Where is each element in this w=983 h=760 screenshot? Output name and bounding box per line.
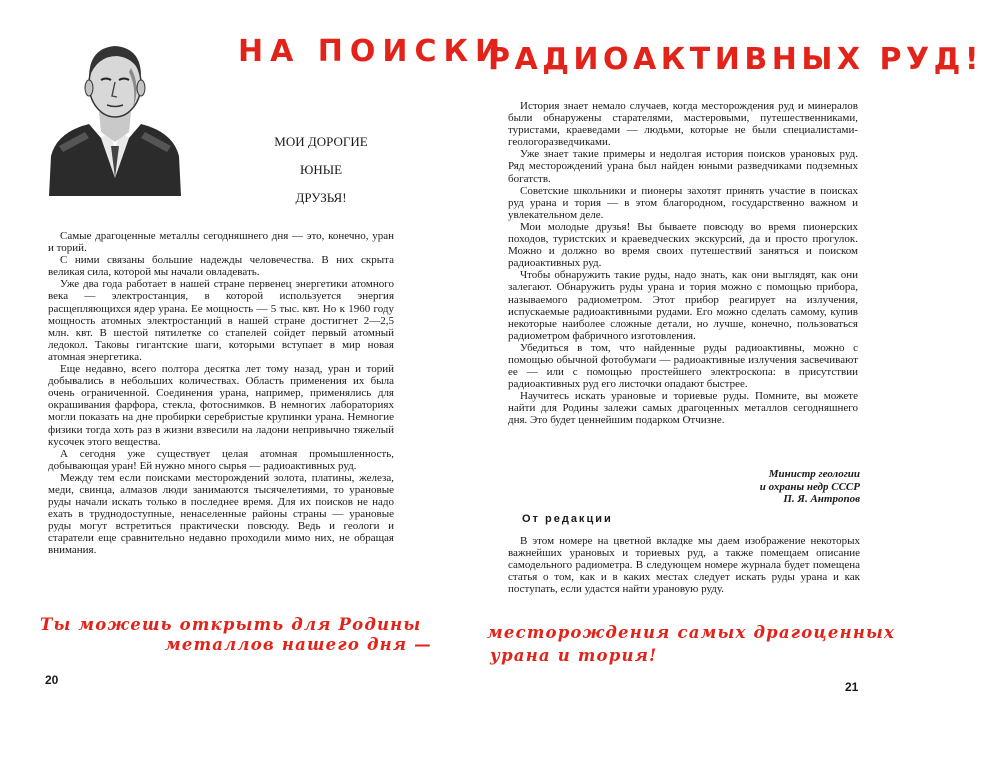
page-number-right: 21 [845,680,859,694]
left-paragraph: А сегодня уже существует целая атомная промышленность, добывающая уран! Ей нужно много сырья — радиоактивных руд. [48,447,394,472]
salutation-line-3: ДРУЗЬЯ! [295,190,347,205]
right-paragraph: Уже знает такие примеры и недолгая история поисков урановых руд. Ряд месторождений урана был найден юными разведчиками подземных богатств. [508,148,858,185]
right-paragraph: История знает немало случаев, когда месторождения руд и минералов были обнаружены старателями, мастеровыми, путешественниками, туристами, краеведами — людьми, которые не были специалистами-геологоразведчиками. [508,100,858,149]
slogan-left-line-1: Ты можешь открыть для Родины [40,615,422,634]
salutation-line-1: МОИ ДОРОГИЕ [274,134,368,149]
portrait-illustration [45,28,185,196]
left-article-column [48,230,394,557]
right-paragraph: Убедиться в том, что найденные руды радиоактивны, можно с помощью обычной фотобумаги — радиоактивные излучения засвечивают ее — или с помощью простейшего электроскопа: в присутствии радиоактивных руд его листочки опадают быстрее. [508,341,858,391]
signature-name: П. Я. Антропов [783,493,860,505]
left-paragraph: Самые драгоценные металлы сегодняшнего дня — это, конечно, уран и торий. [48,230,394,255]
salutation-line-2: ЮНЫЕ [299,162,343,177]
right-paragraph: Мои молодые друзья! Вы бываете повсюду во время пионерских походов, туристских и краеведческих экскурсий, да и просто прогулок. Можно и должно во время своих путешествий заняться и поиском радиоактивных руд. [508,220,858,270]
right-paragraph: Научитесь искать урановые и ториевые руды. Помните, вы можете найти для Родины залежи самых драгоценных металлов сегодняшнего дня. Это будет ценнейшим подарком Отчизне. [508,390,858,427]
left-paragraph: Между тем если поисками месторождений золота, платины, железа, меди, свинца, алмазов люди занимаются тысячелетиями, то урановые руды начали искать только в последнее время. Для их поисков не надо ехать в труднодоступные, ненаселенные районы страны — урановые руды могут встретиться практически повсюду. Ведь и геологи и старатели еще сравнительно недавно проходили мимо них, не обращая внимания. [48,471,394,557]
headline-left: НА ПОИСКИ [238,34,508,69]
left-paragraph: С ними связаны большие надежды человечества. В них скрыта великая сила, которой мы начали овладевать. [48,254,394,279]
editorial-heading: От редакции [522,513,613,525]
slogan-right-line-2: урана и тория! [490,646,658,665]
signature-block [640,468,860,506]
signature-title-2: и охраны недр СССР [759,480,860,493]
right-paragraph: Чтобы обнаружить такие руды, надо знать, как они выглядят, как они залегают. Обнаружить руды урана и тория можно с помощью прибора, называемого радиометром. Этот прибор реагирует на излучения, испускаемые радиоактивными рудами. Его можно сделать самому, купив некоторые наиболее сложные детали, но лучше, конечно, пользоваться радиометром фабричного изготовления. [508,269,858,342]
left-paragraph: Уже два года работает в нашей стране первенец энергетики атомного века — электростанция, в которой используется энергия расщепляющихся ядер урана. Ее мощность — 5 тыс. квт. Но к 1960 году мощность атомных электростанций в нашей стране достигнет 2—2,5 млн. квт. В шестой пятилетке со стапелей сойдет первый атомный ледокол. Таковы гигантские шаги, которыми вступает в мир новая атомная энергетика. [48,278,394,363]
right-paragraph: Советские школьники и пионеры захотят принять участие в поисках руд урана и тория — в этом благородном, государственно важном и увлекательном деле. [508,184,858,221]
right-article-column [508,100,858,427]
slogan-left-line-2: металлов нашего дня — [165,635,432,654]
editorial-text [508,535,860,595]
slogan-right-line-1: месторождения самых драгоценных [487,623,896,642]
signature-title: Министр геологии [768,468,860,480]
editorial-paragraph: В этом номере на цветной вкладке мы даем изображение некоторых важнейших урановых и ториевых руд, а также помещаем описание самодельного радиометра. В следующем номере журнала будет помещена статья о том, как и в каких местах следует искать руды урана и как поступать, если удастся найти урановую руду. [508,535,860,596]
headline-right: РАДИОАКТИВНЫХ РУД! [488,42,983,77]
page-number-left: 20 [45,673,59,687]
left-paragraph: Еще недавно, всего полтора десятка лет тому назад, уран и торий добывались в небольших количествах. Область применения их была очень ограниченной. Соединения урана, например, применялись для окрашивания фарфора, стекла, фотоснимков. В немногих лабораториях могли показать на дне пробирки серебристые крупинки урана. Немногие физики тогда хоть раз в жизни взвесили на ладони непривычно тяжелый кусочек этого вещества. [48,363,394,448]
